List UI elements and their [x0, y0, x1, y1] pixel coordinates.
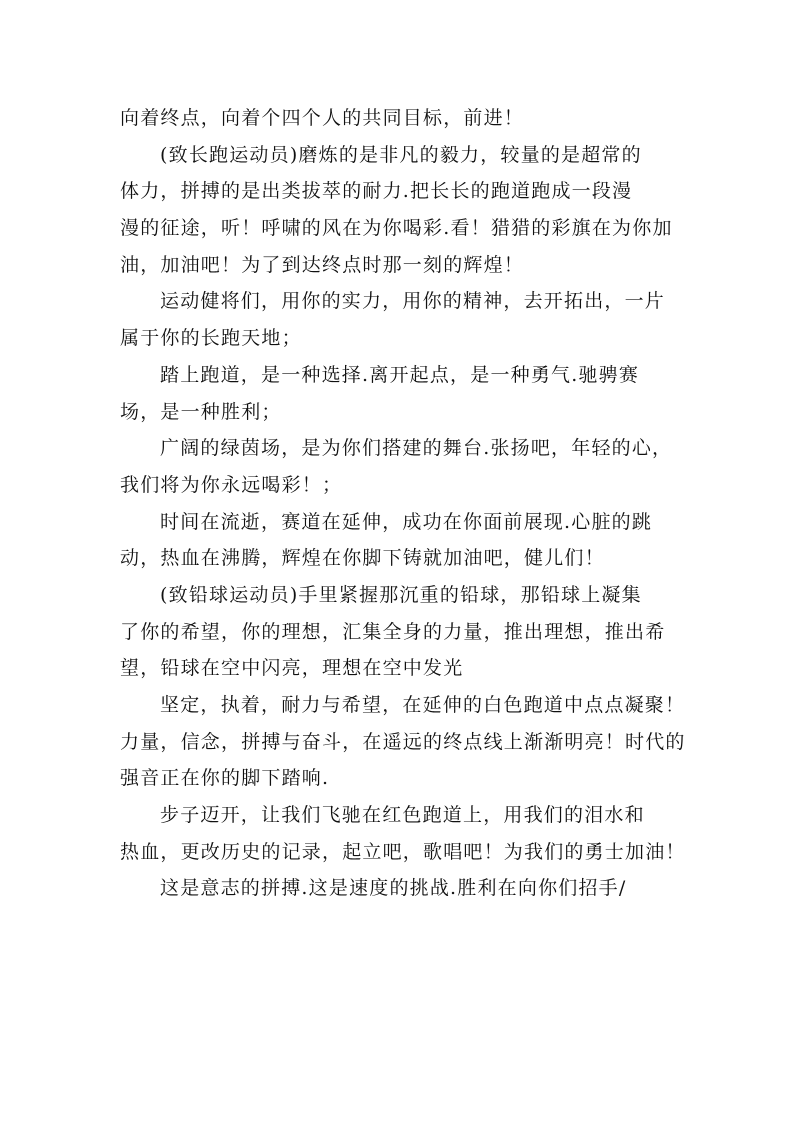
text-line: 动，热血在沸腾，辉煌在你脚下铸就加油吧，健儿们！	[120, 547, 605, 570]
paragraph-start-line: 运动健将们，用你的实力，用你的精神，去开拓出，一片	[160, 290, 666, 313]
text-line: 力量，信念，拼搏与奋斗，在遥远的终点线上渐渐明亮！时代的	[120, 730, 686, 753]
text-line: 漫的征途，听！呼啸的风在为你喝彩.看！猎猎的彩旗在为你加	[120, 217, 673, 240]
paragraph-start-line: 踏上跑道，是一种选择.离开起点，是一种勇气.驰骋赛	[160, 363, 640, 386]
text-line: 我们将为你永远喝彩！；	[120, 473, 343, 496]
text-line: 向着终点，向着个四个人的共同目标，前进！	[120, 107, 525, 129]
paragraph-start-line: 步子迈开，让我们飞驰在红色跑道上，用我们的泪水和	[160, 804, 645, 827]
text-line: 强音正在你的脚下踏响.	[120, 767, 330, 790]
text-line: 油，加油吧！为了到达终点时那一刻的辉煌！	[120, 253, 525, 276]
text-line: 热血，更改历史的记录，起立吧，歌唱吧！为我们的勇士加油！	[120, 840, 686, 863]
paragraph-start-line: 坚定，执着，耐力与希望，在延伸的白色跑道中点点凝聚！	[160, 694, 686, 716]
text-line: 体力，拼搏的是出类拔萃的耐力.把长长的跑道跑成一段漫	[120, 180, 633, 203]
document-body	[120, 100, 686, 907]
text-line: 属于你的长跑天地；	[120, 327, 302, 350]
paragraph-start-line: (致长跑运动员)磨炼的是非凡的毅力，较量的是超常的	[160, 143, 642, 166]
paragraph-start-line: (致铅球运动员)手里紧握那沉重的铅球，那铅球上凝集	[160, 583, 642, 606]
paragraph-start-line: 这是意志的拼搏.这是速度的挑战.胜利在向你们招手/	[160, 877, 627, 900]
text-line: 望，铅球在空中闪亮，理想在空中发光	[120, 657, 464, 680]
paragraph-start-line: 时间在流逝，赛道在延伸，成功在你面前展现.心脏的跳	[160, 510, 653, 533]
paragraph-start-line: 广阔的绿茵场，是为你们搭建的舞台.张扬吧，年轻的心，	[160, 437, 673, 460]
text-line: 场，是一种胜利；	[120, 400, 282, 423]
text-line: 了你的希望，你的理想，汇集全身的力量，推出理想，推出希	[120, 620, 666, 643]
